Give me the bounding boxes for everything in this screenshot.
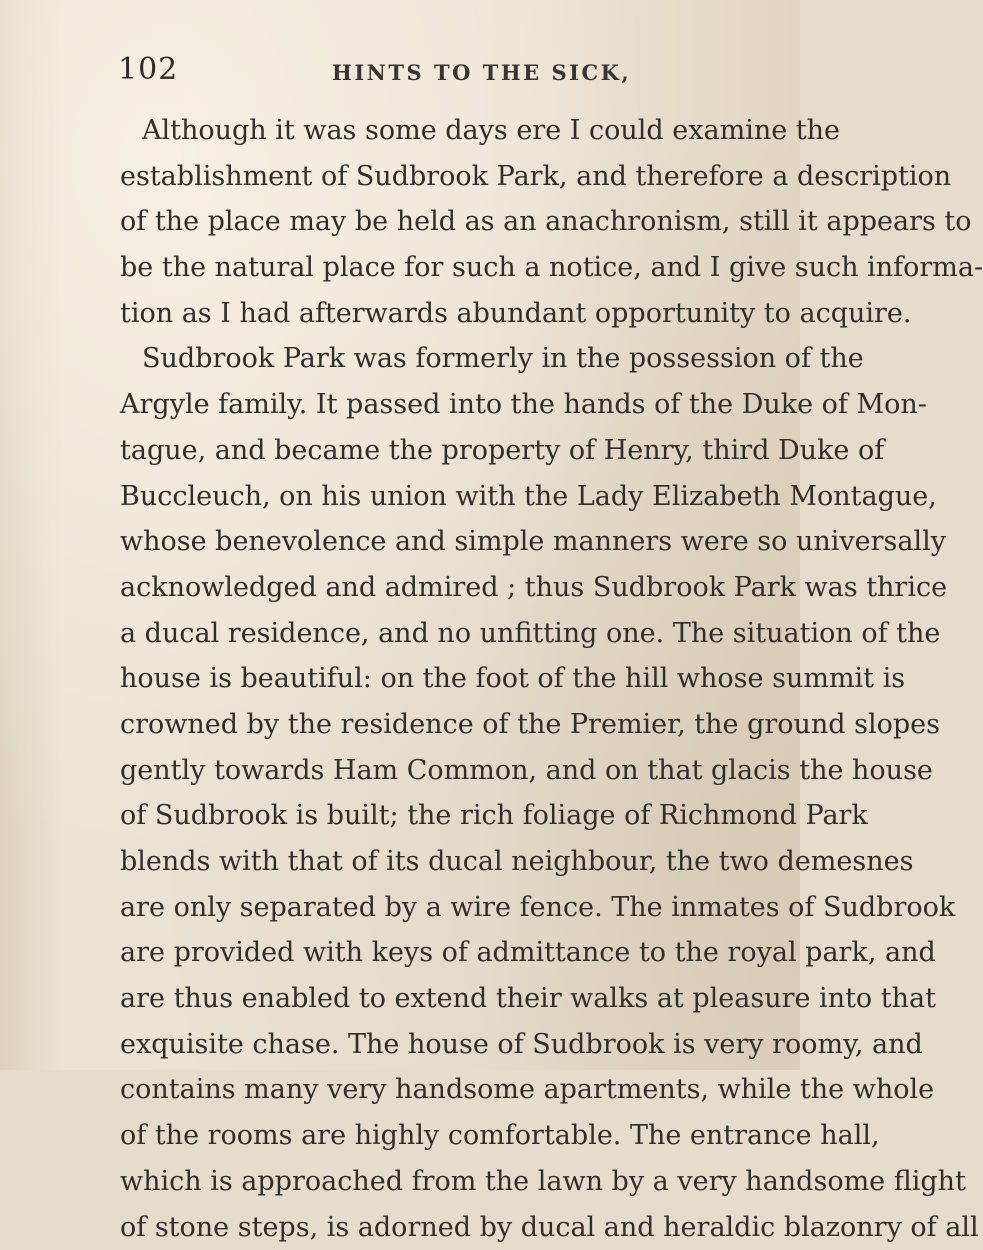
text-line: exquisite chase. The house of Sudbrook is very roomy, and: [120, 1022, 732, 1068]
page-number: 102: [118, 52, 178, 87]
text-line: Sudbrook Park was formerly in the possession of the: [120, 336, 732, 382]
text-line: tion as I had afterwards abundant opportunity to acquire.: [120, 291, 732, 337]
running-head: HINTS TO THE SICK,: [332, 60, 631, 85]
text-line: establishment of Sudbrook Park, and therefore a description: [120, 154, 732, 200]
text-line: which is approached from the lawn by a very handsome flight: [120, 1159, 732, 1205]
text-line: blends with that of its ducal neighbour, the two demesnes: [120, 839, 732, 885]
text-line: of Sudbrook is built; the rich foliage of Richmond Park: [120, 793, 732, 839]
text-line: contains many very handsome apartments, while the whole: [120, 1067, 732, 1113]
text-line: Buccleuch, on his union with the Lady Elizabeth Montague,: [120, 474, 732, 520]
text-line: of the place may be held as an anachronism, still it appears to: [120, 199, 732, 245]
text-line: tague, and became the property of Henry, third Duke of: [120, 428, 732, 474]
text-line: gently towards Ham Common, and on that glacis the house: [120, 748, 732, 794]
text-line: whose benevolence and simple manners were so universally: [120, 519, 732, 565]
text-line: house is beautiful: on the foot of the hill whose summit is: [120, 656, 732, 702]
text-line: be the natural place for such a notice, and I give such informa-: [120, 245, 732, 291]
text-line: Although it was some days ere I could examine the: [120, 108, 732, 154]
text-line: are provided with keys of admittance to the royal park, and: [120, 930, 732, 976]
body-text: [120, 108, 732, 1250]
text-line: of the rooms are highly comfortable. The entrance hall,: [120, 1113, 732, 1159]
page-header: [0, 52, 800, 92]
text-line: a ducal residence, and no unfitting one. The situation of the: [120, 611, 732, 657]
text-line: are only separated by a wire fence. The inmates of Sudbrook: [120, 885, 732, 931]
text-line: acknowledged and admired ; thus Sudbrook Park was thrice: [120, 565, 732, 611]
text-line: Argyle family. It passed into the hands of the Duke of Mon-: [120, 382, 732, 428]
text-line: of stone steps, is adorned by ducal and heraldic blazonry of all: [120, 1205, 732, 1250]
text-line: are thus enabled to extend their walks at pleasure into that: [120, 976, 732, 1022]
text-line: crowned by the residence of the Premier, the ground slopes: [120, 702, 732, 748]
